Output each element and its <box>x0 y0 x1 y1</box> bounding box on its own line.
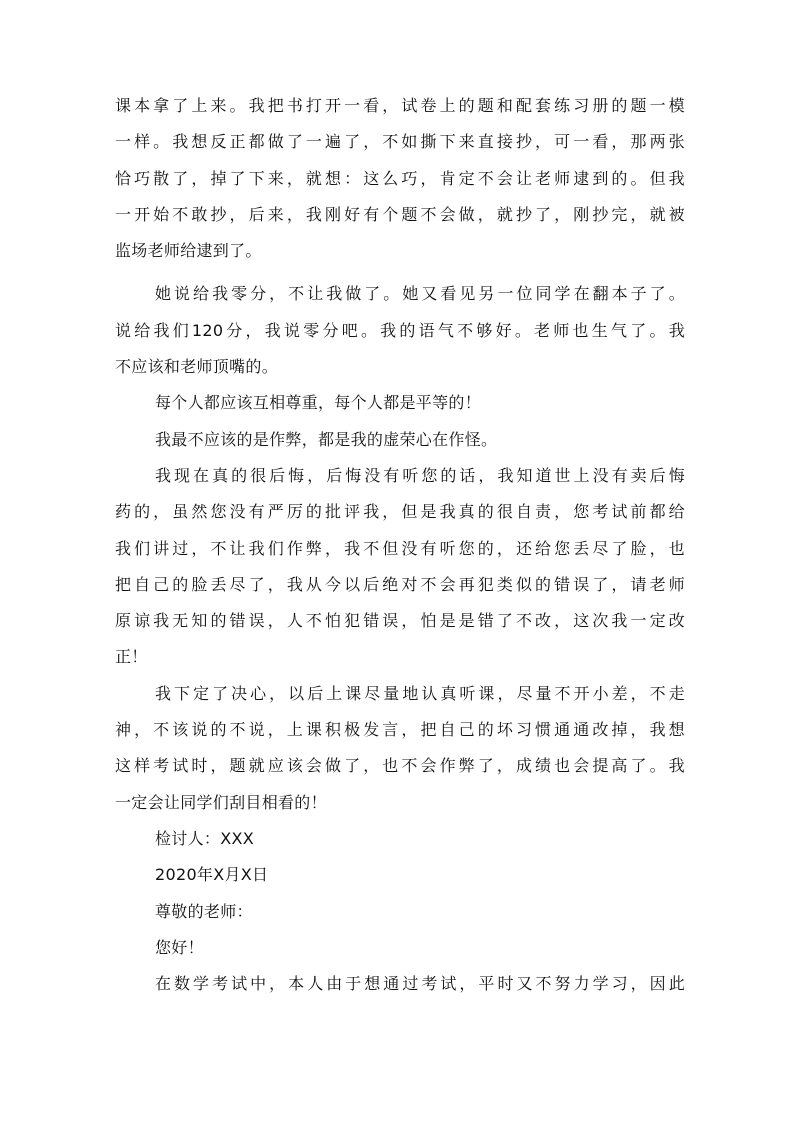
text-line: 不应该和老师顶嘴的。 <box>115 357 279 377</box>
text-line: 我现在真的很后悔，后悔没有听您的话，我知道世上没有卖后悔 <box>155 465 685 485</box>
text-line: 她说给我零分，不让我做了。她又看见另一位同学在翻本子了。 <box>155 284 685 304</box>
text-line: 在数学考试中，本人由于想通过考试，平时又不努力学习，因此 <box>155 974 685 994</box>
paragraph-5 <box>115 458 685 676</box>
text-line: 我们讲过，不让我们作弊，我不但没有听您的，还给您丢尽了脸，也 <box>115 538 685 558</box>
date <box>115 857 685 893</box>
text-line: 说给我们120分，我说零分吧。我的语气不够好。老师也生气了。我 <box>115 320 685 340</box>
paragraph-7 <box>115 966 685 1002</box>
greeting-line: 您好！ <box>155 937 204 957</box>
text-line: 正！ <box>115 647 148 667</box>
salutation <box>115 894 685 930</box>
paragraph-2 <box>115 276 685 385</box>
text-line: 我下定了决心，以后上课尽量地认真听课，尽量不开小差，不走 <box>155 683 685 703</box>
text-line: 原谅我无知的错误，人不怕犯错误，怕是是错了不改，这次我一定改 <box>115 611 685 631</box>
paragraph-3 <box>115 385 685 421</box>
paragraph-1 <box>115 88 685 269</box>
signature <box>115 821 685 857</box>
date-line: 2020年X月X日 <box>155 865 269 885</box>
text-line: 恰巧散了，掉了下来，就想：这么巧，肯定不会让老师逮到的。但我 <box>115 168 685 188</box>
paragraph-6 <box>115 676 685 821</box>
paragraph-4 <box>115 422 685 458</box>
text-line: 把自己的脸丢尽了，我从今以后绝对不会再犯类似的错误了，请老师 <box>115 574 685 594</box>
text-line: 药的，虽然您没有严厉的批评我，但是我真的很自责，您考试前都给 <box>115 502 685 522</box>
text-line: 课本拿了上来。我把书打开一看，试卷上的题和配套练习册的题一模 <box>115 96 685 115</box>
text-line: 神，不该说的不说，上课积极发言，把自己的坏习惯通通改掉，我想 <box>115 720 685 740</box>
signature-line: 检讨人：XXX <box>155 828 254 848</box>
text-line: 每个人都应该互相尊重，每个人都是平等的！ <box>155 393 482 413</box>
text-line: 我最不应该的是作弊，都是我的虚荣心在作怪。 <box>155 429 498 449</box>
text-line: 一开始不敢抄，后来，我刚好有个题不会做，就抄了，刚抄完，就被 <box>115 204 685 224</box>
greeting <box>115 930 685 966</box>
text-line: 这样考试时，题就应该会做了，也不会作弊了，成绩也会提高了。我 <box>115 756 685 776</box>
text-line: 监场老师给逮到了。 <box>115 241 262 261</box>
text-line: 一样。我想反正都做了一遍了，不如撕下来直接抄，可一看，那两张 <box>115 132 685 152</box>
document-body <box>115 88 685 1002</box>
text-line: 一定会让同学们刮目相看的！ <box>115 792 327 812</box>
salutation-line: 尊敬的老师： <box>155 901 253 921</box>
